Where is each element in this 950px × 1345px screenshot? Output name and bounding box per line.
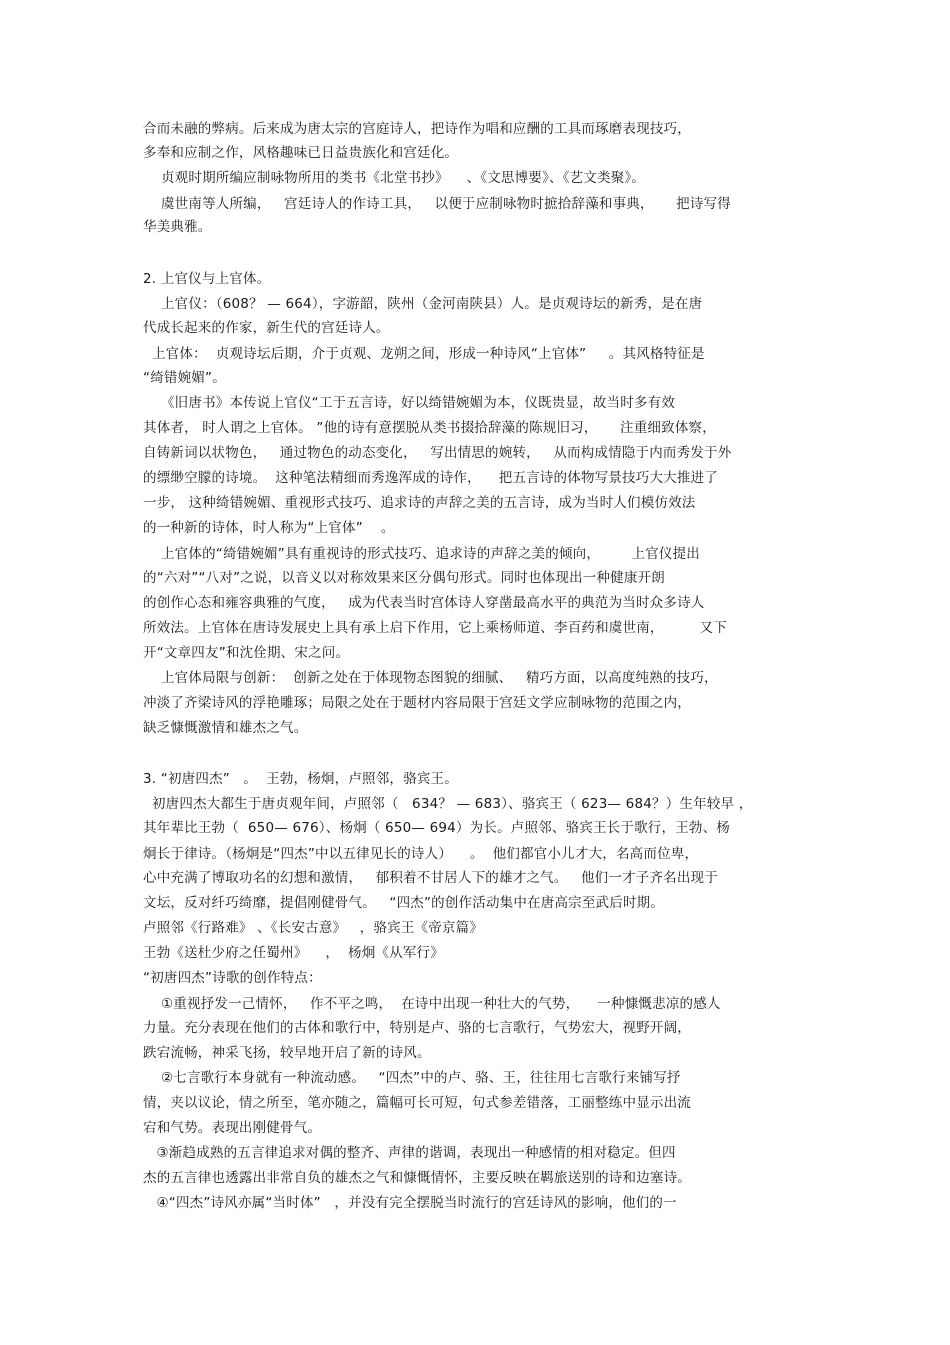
text-line: 自铸新词以状物色， 通过物色的动态变化， 写出情思的婉转， 从而构成情隐于内而秀发于外 <box>143 445 732 461</box>
text-line: 多奉和应制之作，风格趣味已日益贵族化和宫廷化。 <box>143 145 459 161</box>
text-line: 虞世南等人所编， 宫廷诗人的作诗工具， 以便于应制咏物时摭拾辞藻和事典， 把诗写得 <box>143 196 731 212</box>
text-line: 文坛，反对纤巧绮靡，提倡刚健骨气。 “四杰”的创作活动集中在唐高宗至武后时期。 <box>143 895 665 911</box>
text-line: “绮错婉媚”。 <box>143 370 226 386</box>
text-line: 其年辈比王勃（ 650— 676）、杨炯（ 650— 694）为长。卢照邻、骆宾王长于歌行，王勃、杨 <box>143 820 730 836</box>
text-line: 代成长起来的作家，新生代的宫廷诗人。 <box>143 320 390 336</box>
text-line: 上官体的“绮错婉媚”具有重视诗的形式技巧、追求诗的声辞之美的倾向， 上官仪提出 <box>143 546 700 562</box>
text-line: 王勃《送杜少府之任蜀州》 ， 杨炯《从军行》 <box>143 945 444 961</box>
text-line: ①重视抒发一己情怀， 作不平之鸣， 在诗中出现一种壮大的气势， 一种慷慨悲凉的感人 <box>143 996 721 1012</box>
text-line: 卢照邻《行路难》 、《长安古意》 ，骆宾王《帝京篇》 <box>143 920 484 936</box>
text-line: 开“文章四友”和沈佺期、宋之问。 <box>143 645 350 661</box>
text-line: ③渐趋成熟的五言律追求对偶的整齐、声律的谐调，表现出一种感情的相对稳定。但四 <box>143 1145 676 1161</box>
text-line: 杰的五言律也透露出非常自负的雄杰之气和慷慨情怀，主要反映在羁旅送别的诗和边塞诗。 <box>143 1170 691 1186</box>
text-line: 贞观时期所编应制咏物所用的类书《北堂书抄》 、《文思博要》、《艺文类聚》。 <box>143 170 646 186</box>
text-line: 冲淡了齐梁诗风的浮艳雕琢；局限之处在于题材内容局限于宫廷文学应制咏物的范围之内， <box>143 695 691 711</box>
text-line: 的创作心态和雍容典雅的气度， 成为代表当时宫体诗人穿凿最高水平的典范为当时众多诗人 <box>143 595 705 611</box>
text-line: 华美典雅。 <box>143 219 212 235</box>
text-line: 合而未融的弊病。后来成为唐太宗的宫庭诗人，把诗作为唱和应酬的工具而琢磨表现技巧， <box>143 121 691 137</box>
text-line: 的缥缈空朦的诗境。 这种笔法精细而秀逸浑成的诗作， 把五言诗的体物写景技巧大大推进了 <box>143 470 718 486</box>
text-line: 心中充满了博取功名的幻想和激情， 郁积着不甘居人下的雄才之气。 他们一才子齐名出现于 <box>143 870 718 886</box>
text-line: 缺乏慷慨激情和雄杰之气。 <box>143 720 308 736</box>
text-line: 的“六对”“八对”之说，以音义以对称效果来区分偶句形式。同时也体现出一种健康开朗 <box>143 570 665 586</box>
text-line: 其体者， 时人谓之上官体。 ”他的诗有意摆脱从类书掇拾辞藻的陈规旧习， 注重细致体察， <box>143 420 716 436</box>
text-line: 上官体： 贞观诗坛后期，介于贞观、龙朔之间，形成一种诗风“上官体” 。其风格特征是 <box>143 346 705 362</box>
text-line: 上官体局限与创新： 创新之处在于体现物态图貌的细腻、 精巧方面，以高度纯熟的技巧， <box>143 670 718 686</box>
text-line: 情，夹以议论，情之所至，笔亦随之，篇幅可长可短，句式参差错落，工丽整练中显示出流 <box>143 1095 691 1111</box>
text-line: 的一种新的诗体，时人称为“上官体” 。 <box>143 520 395 536</box>
text-line: 《旧唐书》本传说上官仪“工于五言诗，好以绮错婉媚为本，仪既贵显，故当时多有效 <box>143 395 676 411</box>
text-line: 所效法。上官体在唐诗发展史上具有承上启下作用，它上乘杨师道、李百药和虞世南， 又下 <box>143 620 727 636</box>
text-line: 一步， 这种绮错婉媚、重视形式技巧、追求诗的声辞之美的五言诗，成为当时人们模仿效法 <box>143 495 696 511</box>
text-line: 上官仪：（608？ — 664），字游韶，陕州（金河南陕县）人。是贞观诗坛的新秀，是在唐 <box>143 296 703 312</box>
text-line: 初唐四杰大都生于唐贞观年间，卢照邻（ 634？ — 683）、骆宾王（ 623— 684？）生年较早 ， <box>143 796 753 812</box>
text-line: 力量。充分表现在他们的古体和歌行中，特别是卢、骆的七言歌行，气势宏大，视野开阔， <box>143 1020 691 1036</box>
section-heading: 2. 上官仪与上官体。 <box>143 271 271 287</box>
text-line: ④“四杰”诗风亦属“当时体” ，并没有完全摆脱当时流行的宫廷诗风的影响，他们的一 <box>143 1195 677 1211</box>
text-line: ②七言歌行本身就有一种流动感。 “四杰”中的卢、骆、王，往往用七言歌行来铺写抒 <box>143 1070 681 1086</box>
text-line: 炯长于律诗。（杨炯是“四杰”中以五律见长的诗人） 。 他们都官小儿才大，名高而位卑， <box>143 846 699 862</box>
text-line: “初唐四杰”诗歌的创作特点： <box>143 970 322 986</box>
section-heading: 3. “初唐四杰” 。 王勃，杨炯，卢照邻，骆宾王。 <box>143 771 458 787</box>
text-line: 跌宕流畅，神采飞扬，较早地开启了新的诗风。 <box>143 1045 431 1061</box>
text-line: 宕和气势。表现出刚健骨气。 <box>143 1120 322 1136</box>
